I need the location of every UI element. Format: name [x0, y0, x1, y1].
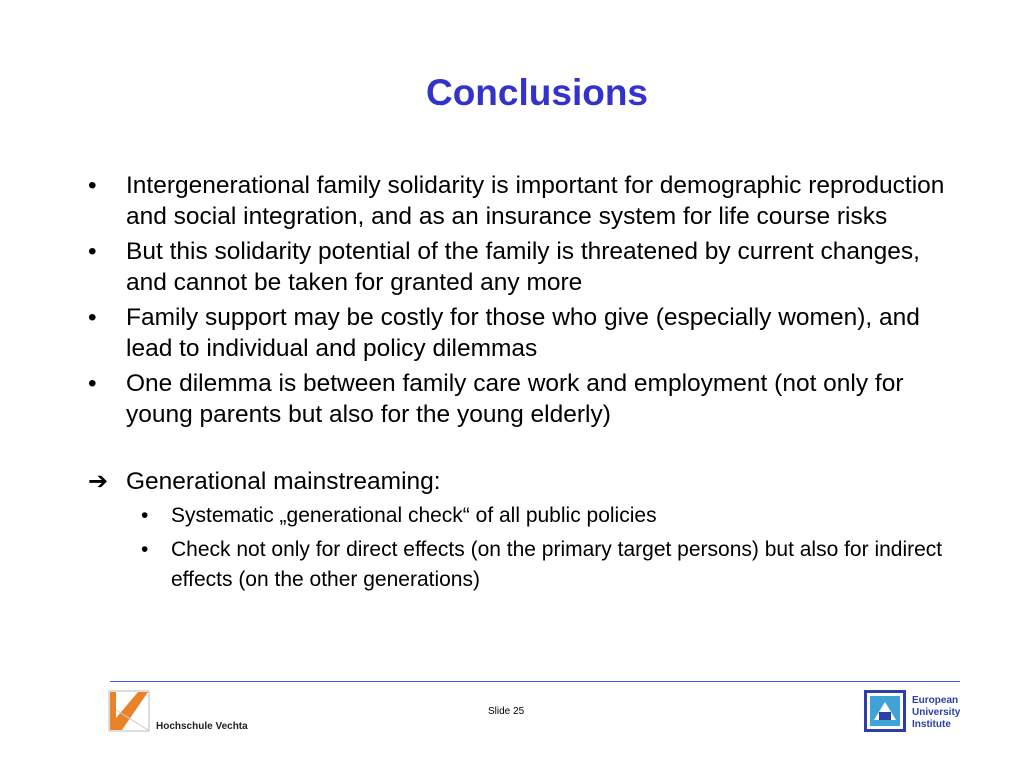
hochschule-vechta-logo-icon: [108, 690, 150, 732]
bullet-text: Family support may be costly for those who give (especially women), and lead to individual and policy dilemmas: [126, 304, 920, 362]
bullet-dot: •: [88, 304, 97, 331]
slide-number: Slide 25: [488, 706, 525, 717]
right-arrow-icon: ➔: [88, 468, 109, 495]
sub-bullet-text: Systematic „generational check“ of all public policies: [171, 504, 657, 527]
bullet-item: [88, 368, 958, 430]
bullet-list: [88, 170, 958, 595]
arrow-heading: [88, 466, 958, 497]
eui-label-line: Institute: [912, 719, 951, 730]
bullet-text: Intergenerational family solidarity is important for demographic reproduction and social integration, and as an insurance system for life course risks: [126, 172, 945, 230]
bullet-dot: •: [88, 172, 97, 199]
bullet-dot: •: [88, 238, 97, 265]
bullet-item: [88, 236, 958, 298]
hochschule-vechta-label: Hochschule Vechta: [156, 721, 248, 732]
bullet-item: [88, 302, 958, 364]
slide-title: Conclusions: [425, 72, 649, 113]
sub-bullet-text: Check not only for direct effects (on the primary target persons) but also for indirect effects (on the other generations): [171, 538, 943, 591]
eui-label-line: University: [912, 707, 961, 718]
eui-label: [912, 695, 960, 731]
bullet-text: But this solidarity potential of the family is threatened by current changes, and cannot be taken for granted any more: [126, 238, 920, 296]
bullet-dot: •: [88, 370, 97, 397]
bullet-text: One dilemma is between family care work and employment (not only for young parents but also for the young elderly): [126, 370, 904, 428]
bullet-item: [88, 170, 958, 232]
arrow-heading-text: Generational mainstreaming:: [126, 468, 441, 495]
bullet-dot: •: [141, 504, 149, 527]
footer-divider: [110, 681, 960, 682]
sub-bullet-item: [88, 501, 958, 531]
bullet-dot: •: [141, 538, 149, 561]
sub-bullet-item: [88, 535, 958, 595]
eui-logo-icon: [864, 690, 906, 732]
eui-label-line: European: [912, 695, 959, 706]
